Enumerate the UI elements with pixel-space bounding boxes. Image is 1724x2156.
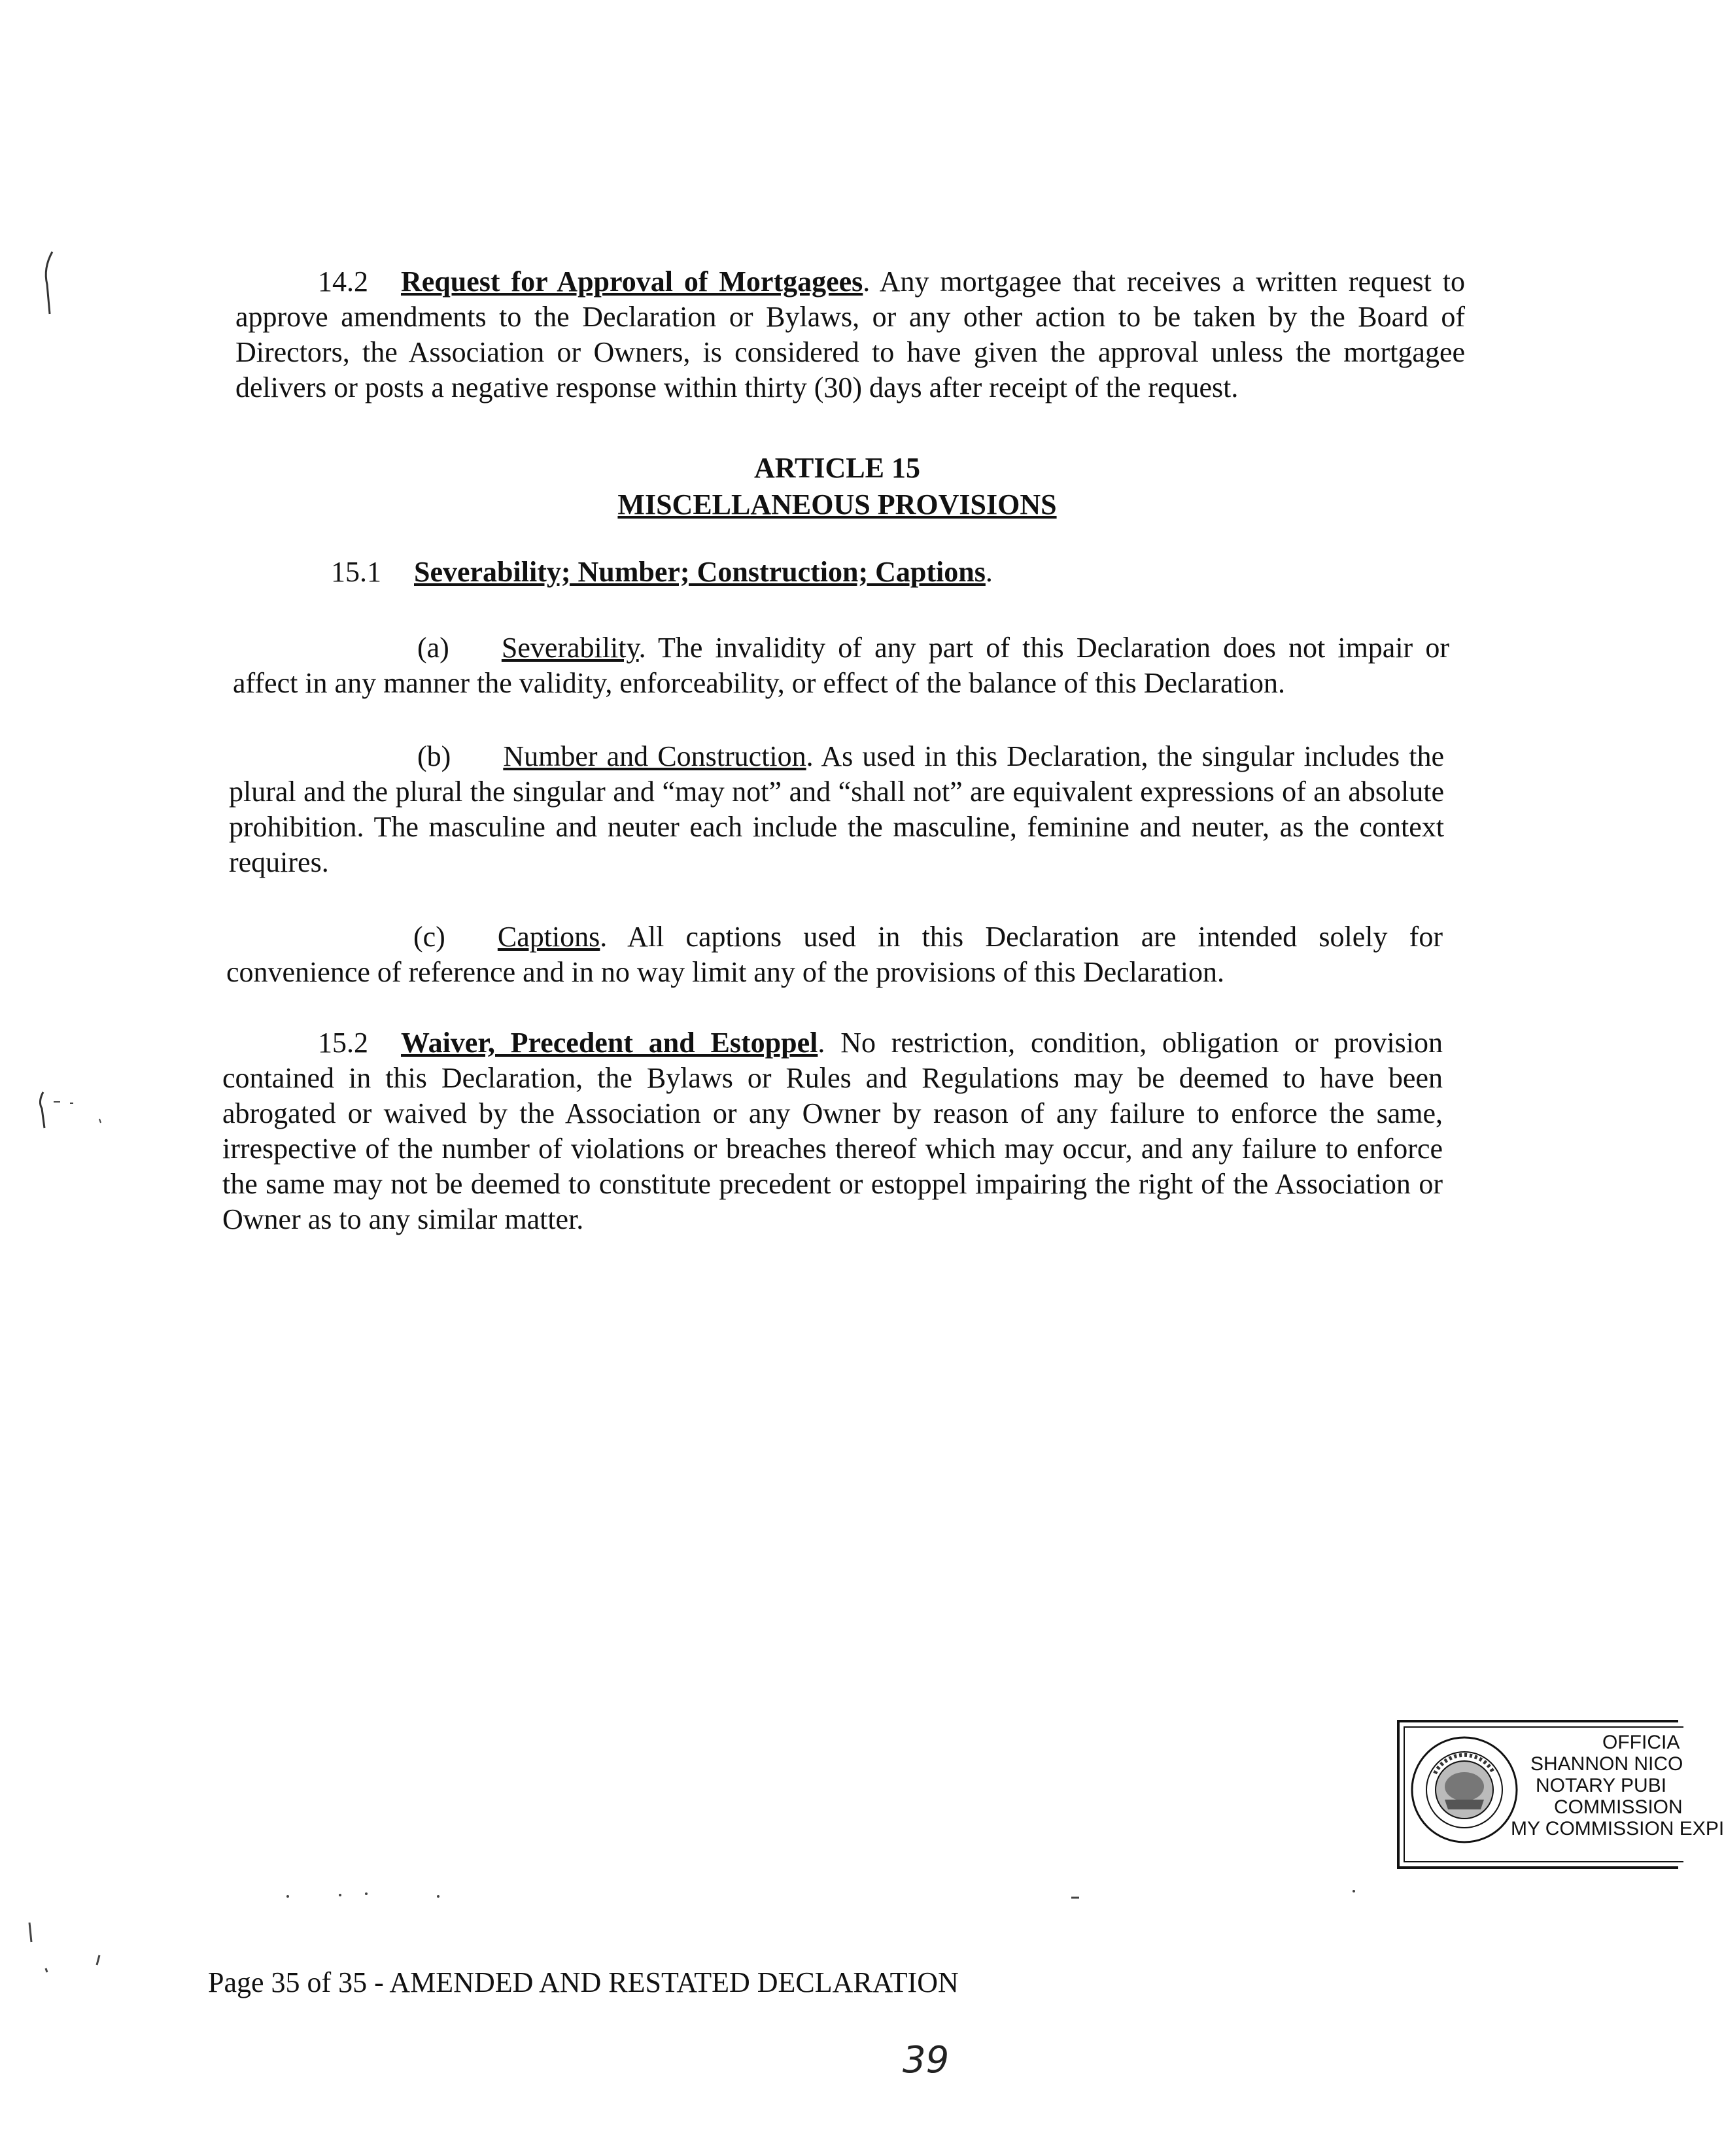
section-number: 15.1: [331, 556, 381, 588]
subsection-label: (c): [413, 921, 445, 953]
subsection-label: (a): [417, 632, 449, 664]
subsection-heading: Severability: [501, 632, 639, 664]
page-footer: Page 35 of 35 - AMENDED AND RESTATED DECLARATION: [208, 1966, 959, 1998]
subsection-heading: Captions: [497, 921, 600, 953]
handwritten-page-number: 39: [903, 2039, 950, 2081]
section-body: . Any mortgagee that receives a written request to approve amendments to the Declaration or Bylaws, or any other action to be taken by the Board of Directors, the Association or Owners, is considered to have given the approval unless the mortgagee delivers or posts a negative response within thirty (30) days after receipt of the request.: [235, 265, 1465, 403]
subsection-body: . As used in this Declaration, the singular includes the plural and the plural the singular and “may not” and “shall not” are equivalent expressions of an absolute prohibition. The masculine and neuter each include the masculine, feminine and neuter, as the context requires.: [229, 740, 1445, 878]
section-heading: Request for Approval of Mortgagees: [401, 265, 863, 298]
section-heading: Waiver, Precedent and Estoppel: [401, 1027, 818, 1059]
article-title: ARTICLE 15: [754, 452, 920, 484]
scan-dot-marks: [20, 1883, 118, 1981]
subsection-b: [229, 739, 1444, 880]
stamp-line-1: OFFICIA: [1602, 1732, 1680, 1753]
scan-bracket-mark: [41, 248, 60, 320]
section-heading: Severability; Number; Construction; Captions: [414, 556, 986, 588]
subsection-label: (b): [417, 740, 451, 772]
subsection-body: . The invalidity of any part of this Declaration does not impair or affect in any manner the validity, enforceability, or effect of the balance of this Declaration.: [233, 632, 1449, 699]
state-seal-icon: [1409, 1734, 1520, 1845]
section-body: . No restriction, condition, obligation or provision contained in this Declaration, the Bylaws or Rules and Regulations may be deemed to have been abrogated or waived by the Association or any Owner by reason of any failure to enforce the same, irrespective of the number of violations or breaches thereof which may occur, and any failure to enforce the same may not be deemed to constitute precedent or estoppel impairing the right of the Association or Owner as to any similar matter.: [222, 1027, 1443, 1235]
article-subtitle: MISCELLANEOUS PROVISIONS: [617, 488, 1057, 521]
stamp-line-5: MY COMMISSION EXPI: [1511, 1818, 1724, 1839]
section-14-2: [235, 264, 1465, 405]
section-number: 15.2: [318, 1027, 368, 1059]
section-15-2: [222, 1025, 1443, 1237]
subsection-a: [233, 630, 1449, 701]
stamp-line-3: NOTARY PUBI: [1536, 1775, 1667, 1796]
subsection-heading: Number and Construction: [503, 740, 806, 772]
subsection-body: . All captions used in this Declaration are intended solely for convenience of reference and in no way limit any of the provisions of this Declaration.: [226, 921, 1443, 988]
notary-stamp: [1397, 1720, 1724, 1869]
scan-bracket-mark: [34, 1089, 106, 1135]
section-15-1: [220, 555, 1449, 590]
section-number: 14.2: [318, 265, 368, 298]
section-period: .: [985, 556, 993, 588]
article-heading: [222, 450, 1452, 523]
stamp-line-2: SHANNON NICO: [1530, 1753, 1683, 1775]
subsection-c: [226, 919, 1443, 990]
stamp-line-4: COMMISSION: [1554, 1796, 1683, 1818]
stamp-text: [1511, 1732, 1724, 1839]
scan-dot-marks: [281, 1883, 1393, 1903]
